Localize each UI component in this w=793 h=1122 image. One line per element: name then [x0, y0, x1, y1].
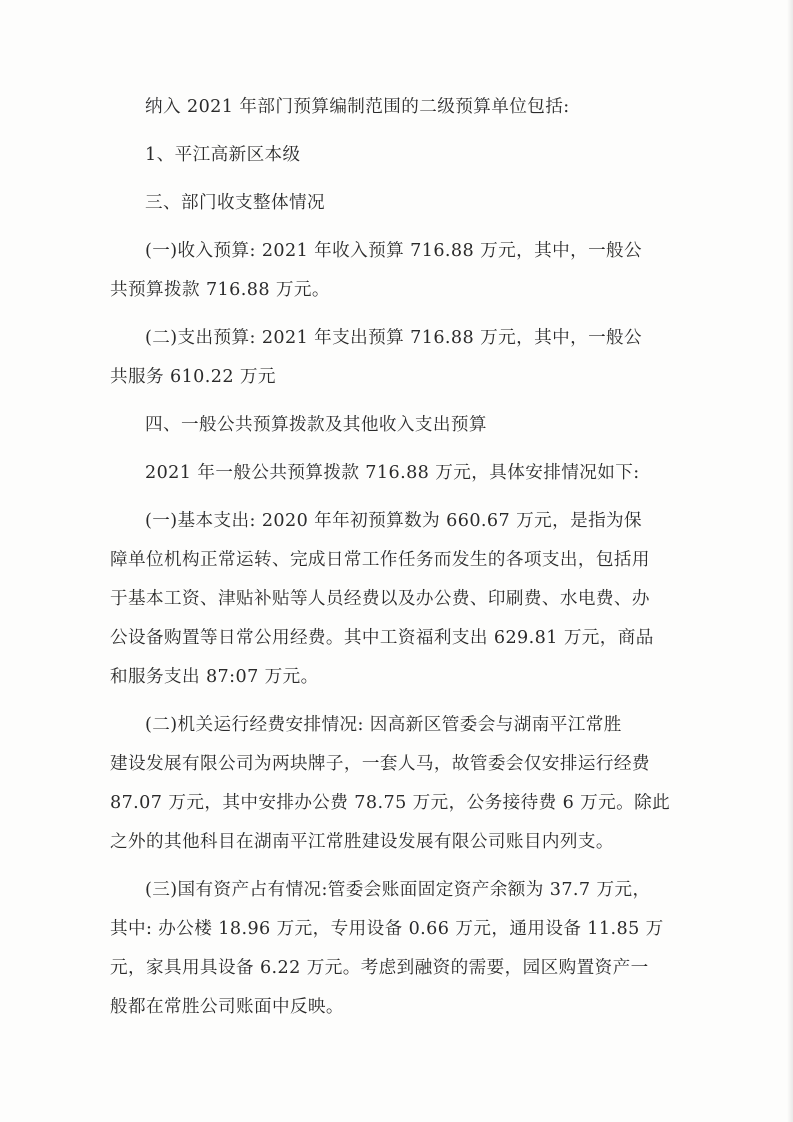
text-line: 于基本工资、津贴补贴等人员经费以及办公费、印刷费、水电费、办 — [110, 589, 650, 609]
text-line: 纳入 2021 年部门预算编制范围的二级预算单位包括: — [145, 97, 570, 117]
text-line: 障单位机构正常运转、完成日常工作任务而发生的各项支出，包括用 — [110, 550, 650, 570]
text-line: 2021 年一般公共预算拨款 716.88 万元，具体安排情况如下: — [145, 463, 640, 483]
text-line: 建设发展有限公司为两块牌子，一套人马，故管委会仅安排运行经费 — [110, 754, 650, 774]
text-line: (三)国有资产占有情况:管委会账面固定资产余额为 37.7 万元， — [145, 880, 651, 900]
text-line: (一)基本支出: 2020 年年初预算数为 660.67 万元，是指为保 — [145, 511, 643, 531]
text-line: 1、平江高新区本级 — [145, 145, 301, 165]
text-line: (二)机关运行经费安排情况: 因高新区管委会与湖南平江常胜 — [145, 715, 622, 735]
text-line: 共预算拨款 716.88 万元。 — [110, 280, 330, 300]
text-line: 共服务 610.22 万元 — [110, 367, 276, 387]
text-line: 般都在常胜公司账面中反映。 — [110, 997, 344, 1017]
text-line: (一)收入预算: 2021 年收入预算 716.88 万元，其中，一般公 — [145, 241, 643, 261]
document-body — [110, 88, 690, 1027]
text-line: 和服务支出 87:07 万元。 — [110, 667, 319, 687]
text-line: (二)支出预算: 2021 年支出预算 716.88 万元，其中，一般公 — [145, 328, 643, 348]
text-line: 其中: 办公楼 18.96 万元，专用设备 0.66 万元，通用设备 11.85 万 — [110, 919, 664, 939]
section-heading: 三、部门收支整体情况 — [145, 193, 325, 213]
scan-edge-shadow — [787, 0, 793, 1122]
text-line: 公设备购置等日常公用经费。其中工资福利支出 629.81 万元，商品 — [110, 628, 654, 648]
text-line: 87.07 万元，其中安排办公费 78.75 万元，公务接待费 6 万元。除此 — [110, 793, 671, 813]
text-line: 元，家具用具设备 6.22 万元。考虑到融资的需要，园区购置资产一 — [110, 958, 649, 978]
section-heading: 四、一般公共预算拨款及其他收入支出预算 — [145, 415, 487, 435]
text-line: 之外的其他科目在湖南平江常胜建设发展有限公司账目内列支。 — [110, 832, 614, 852]
